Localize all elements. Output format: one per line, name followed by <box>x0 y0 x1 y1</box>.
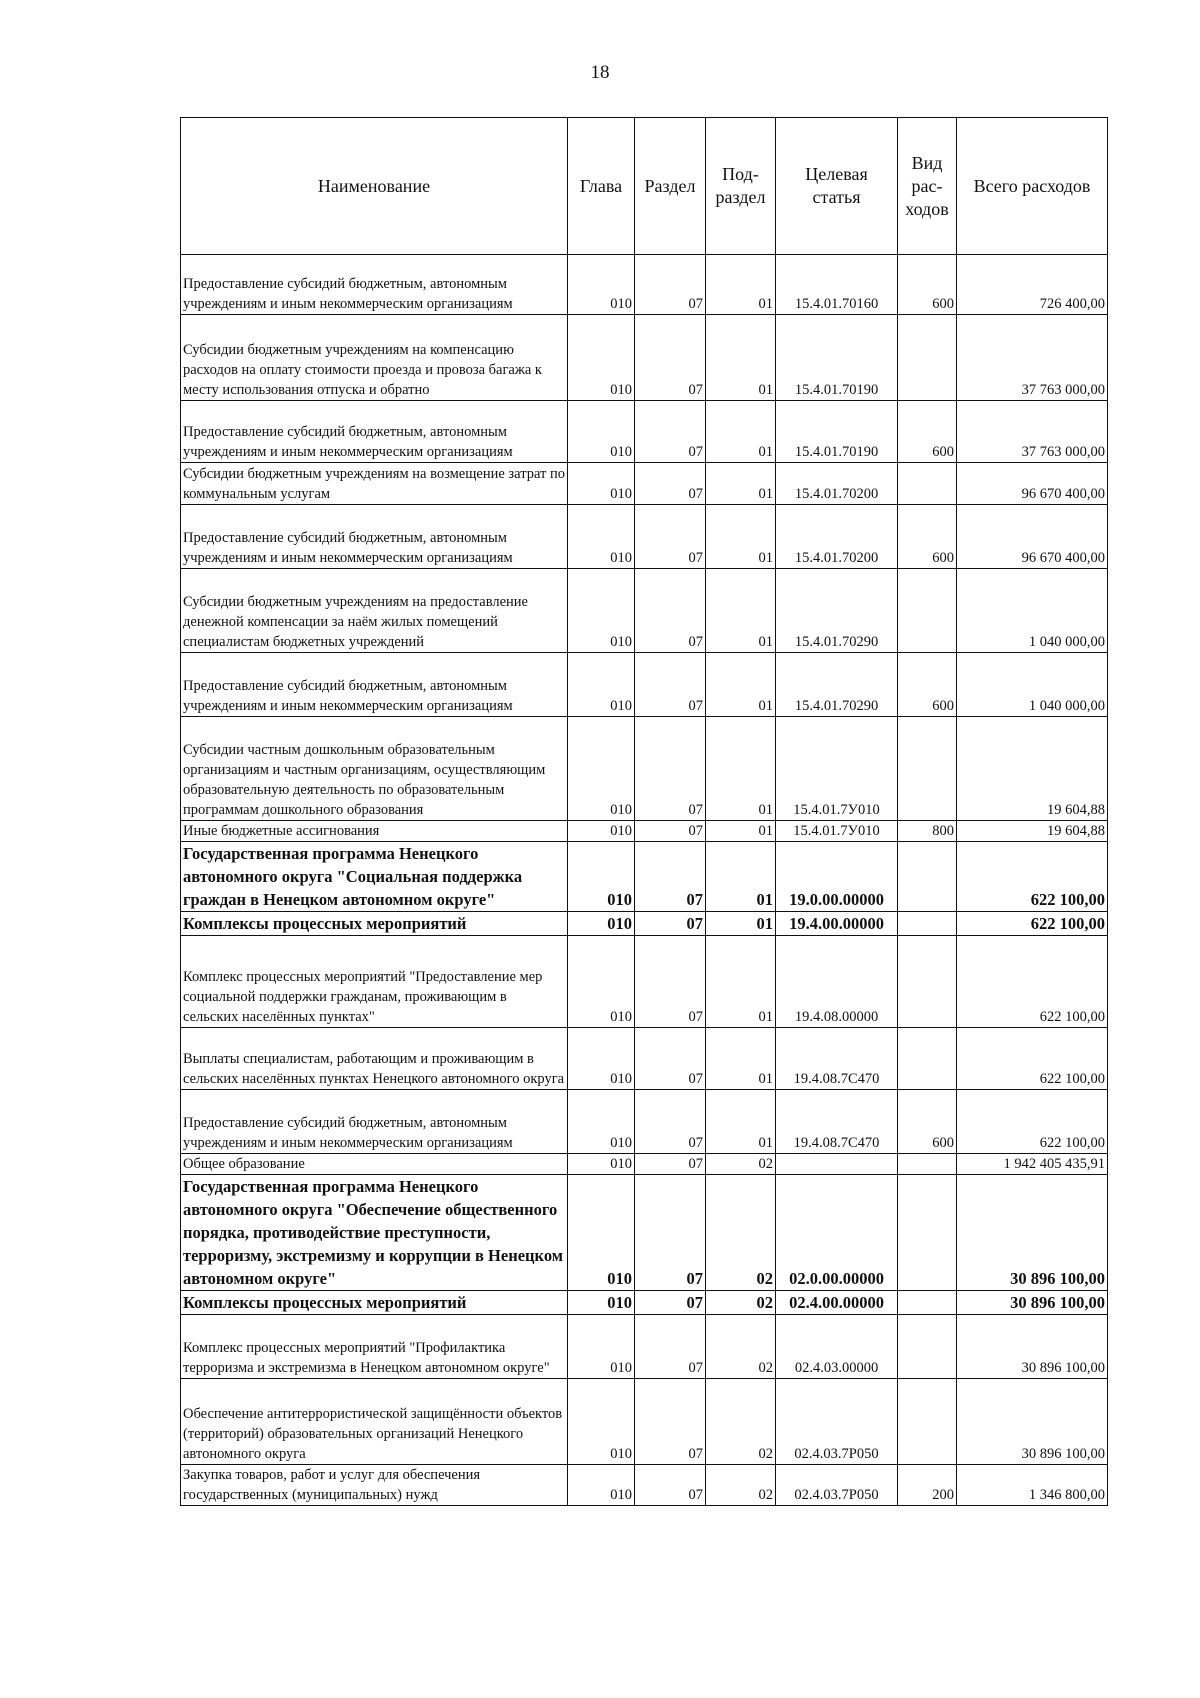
cell-name: Предоставление субсидий бюджетным, автономным учреждениям и иным некоммерческим организациям <box>181 1090 568 1154</box>
cell-subsection: 01 <box>706 717 776 821</box>
cell-chapter: 010 <box>568 569 635 653</box>
cell-target: 02.4.03.00000 <box>776 1315 898 1379</box>
cell-target: 19.4.00.00000 <box>776 912 898 936</box>
cell-exp-type: 600 <box>898 505 957 569</box>
cell-chapter: 010 <box>568 1291 635 1315</box>
cell-section: 07 <box>635 653 706 717</box>
cell-section: 07 <box>635 401 706 463</box>
cell-total: 96 670 400,00 <box>957 505 1108 569</box>
table-row <box>181 1154 1108 1175</box>
cell-total: 30 896 100,00 <box>957 1291 1108 1315</box>
cell-chapter: 010 <box>568 936 635 1028</box>
cell-name: Государственная программа Ненецкого автономного округа "Обеспечение общественного порядка, противодействие преступности, терроризму, экстремизму и коррупции в Ненецком автономном округе" <box>181 1175 568 1291</box>
cell-total: 622 100,00 <box>957 842 1108 912</box>
cell-name: Закупка товаров, работ и услуг для обеспечения государственных (муниципальных) нужд <box>181 1465 568 1506</box>
table-row <box>181 1175 1108 1291</box>
cell-exp-type <box>898 463 957 505</box>
cell-total: 30 896 100,00 <box>957 1315 1108 1379</box>
cell-chapter: 010 <box>568 842 635 912</box>
table-row <box>181 401 1108 463</box>
cell-subsection: 01 <box>706 1090 776 1154</box>
header-exp-type: Вид рас- ходов <box>898 118 957 255</box>
cell-exp-type: 600 <box>898 653 957 717</box>
cell-total: 1 040 000,00 <box>957 569 1108 653</box>
table-row <box>181 842 1108 912</box>
cell-subsection: 02 <box>706 1379 776 1465</box>
cell-subsection: 01 <box>706 569 776 653</box>
cell-section: 07 <box>635 1291 706 1315</box>
cell-name: Комплексы процессных мероприятий <box>181 1291 568 1315</box>
cell-target: 02.4.03.7Р050 <box>776 1379 898 1465</box>
cell-section: 07 <box>635 821 706 842</box>
cell-subsection: 01 <box>706 401 776 463</box>
cell-target: 02.4.00.00000 <box>776 1291 898 1315</box>
table-row <box>181 569 1108 653</box>
table-row <box>181 1465 1108 1506</box>
cell-subsection: 02 <box>706 1315 776 1379</box>
cell-target: 15.4.01.70190 <box>776 315 898 401</box>
table-row <box>181 653 1108 717</box>
table-row <box>181 821 1108 842</box>
cell-name: Комплексы процессных мероприятий <box>181 912 568 936</box>
cell-name: Предоставление субсидий бюджетным, автономным учреждениям и иным некоммерческим организациям <box>181 255 568 315</box>
cell-section: 07 <box>635 1465 706 1506</box>
header-name: Наименование <box>181 118 568 255</box>
cell-exp-type <box>898 912 957 936</box>
cell-chapter: 010 <box>568 717 635 821</box>
cell-target: 15.4.01.70290 <box>776 569 898 653</box>
header-chapter: Глава <box>568 118 635 255</box>
header-target: Целевая статья <box>776 118 898 255</box>
cell-target <box>776 1154 898 1175</box>
cell-total: 1 040 000,00 <box>957 653 1108 717</box>
cell-name: Предоставление субсидий бюджетным, автономным учреждениям и иным некоммерческим организациям <box>181 401 568 463</box>
cell-chapter: 010 <box>568 505 635 569</box>
cell-exp-type: 600 <box>898 1090 957 1154</box>
header-total: Всего расходов <box>957 118 1108 255</box>
cell-target: 15.4.01.70190 <box>776 401 898 463</box>
cell-subsection: 01 <box>706 912 776 936</box>
cell-total: 1 346 800,00 <box>957 1465 1108 1506</box>
cell-chapter: 010 <box>568 821 635 842</box>
cell-subsection: 02 <box>706 1154 776 1175</box>
cell-target: 19.0.00.00000 <box>776 842 898 912</box>
cell-subsection: 01 <box>706 653 776 717</box>
cell-exp-type <box>898 1379 957 1465</box>
cell-target: 19.4.08.7С470 <box>776 1028 898 1090</box>
cell-chapter: 010 <box>568 315 635 401</box>
cell-name: Государственная программа Ненецкого автономного округа "Социальная поддержка граждан в Ненецком автономном округе" <box>181 842 568 912</box>
table-row <box>181 1028 1108 1090</box>
cell-total: 30 896 100,00 <box>957 1175 1108 1291</box>
cell-section: 07 <box>635 1154 706 1175</box>
cell-total: 19 604,88 <box>957 821 1108 842</box>
cell-name: Выплаты специалистам, работающим и проживающим в сельских населённых пунктах Ненецкого автономного округа <box>181 1028 568 1090</box>
cell-chapter: 010 <box>568 1315 635 1379</box>
cell-section: 07 <box>635 912 706 936</box>
cell-section: 07 <box>635 1315 706 1379</box>
cell-subsection: 02 <box>706 1465 776 1506</box>
cell-exp-type: 800 <box>898 821 957 842</box>
cell-chapter: 010 <box>568 1028 635 1090</box>
cell-section: 07 <box>635 569 706 653</box>
table-header-row <box>181 118 1108 255</box>
cell-section: 07 <box>635 463 706 505</box>
cell-exp-type <box>898 315 957 401</box>
cell-total: 37 763 000,00 <box>957 315 1108 401</box>
table-row <box>181 912 1108 936</box>
cell-target: 15.4.01.7У010 <box>776 717 898 821</box>
cell-target: 15.4.01.70160 <box>776 255 898 315</box>
table-row <box>181 936 1108 1028</box>
cell-name: Субсидии бюджетным учреждениям на компенсацию расходов на оплату стоимости проезда и провоза багажа к месту использования отпуска и обратно <box>181 315 568 401</box>
cell-section: 07 <box>635 1090 706 1154</box>
page-number: 18 <box>590 62 610 83</box>
cell-exp-type <box>898 1028 957 1090</box>
cell-chapter: 010 <box>568 653 635 717</box>
cell-subsection: 01 <box>706 1028 776 1090</box>
cell-name: Субсидии частным дошкольным образовательным организациям и частным организациям, осуществляющим образовательную деятельность по образовательным программам дошкольного образования <box>181 717 568 821</box>
cell-exp-type: 200 <box>898 1465 957 1506</box>
cell-total: 1 942 405 435,91 <box>957 1154 1108 1175</box>
header-subsection: Под- раздел <box>706 118 776 255</box>
cell-section: 07 <box>635 1028 706 1090</box>
cell-section: 07 <box>635 1379 706 1465</box>
cell-total: 622 100,00 <box>957 912 1108 936</box>
cell-total: 726 400,00 <box>957 255 1108 315</box>
cell-target: 02.0.00.00000 <box>776 1175 898 1291</box>
cell-exp-type <box>898 842 957 912</box>
cell-total: 30 896 100,00 <box>957 1379 1108 1465</box>
cell-name: Обеспечение антитеррористической защищённости объектов (территорий) образовательных организаций Ненецкого автономного округа <box>181 1379 568 1465</box>
cell-chapter: 010 <box>568 912 635 936</box>
cell-subsection: 02 <box>706 1291 776 1315</box>
cell-total: 19 604,88 <box>957 717 1108 821</box>
cell-chapter: 010 <box>568 255 635 315</box>
cell-subsection: 01 <box>706 463 776 505</box>
cell-section: 07 <box>635 505 706 569</box>
cell-target: 02.4.03.7Р050 <box>776 1465 898 1506</box>
cell-target: 19.4.08.00000 <box>776 936 898 1028</box>
table-row <box>181 1315 1108 1379</box>
cell-name: Предоставление субсидий бюджетным, автономным учреждениям и иным некоммерческим организациям <box>181 505 568 569</box>
cell-section: 07 <box>635 315 706 401</box>
cell-exp-type <box>898 1175 957 1291</box>
cell-chapter: 010 <box>568 1379 635 1465</box>
cell-total: 96 670 400,00 <box>957 463 1108 505</box>
cell-name: Субсидии бюджетным учреждениям на возмещение затрат по коммунальным услугам <box>181 463 568 505</box>
cell-total: 622 100,00 <box>957 1090 1108 1154</box>
cell-name: Предоставление субсидий бюджетным, автономным учреждениям и иным некоммерческим организациям <box>181 653 568 717</box>
table-row <box>181 315 1108 401</box>
cell-name: Субсидии бюджетным учреждениям на предоставление денежной компенсации за наём жилых помещений специалистам бюджетных учреждений <box>181 569 568 653</box>
cell-target: 19.4.08.7С470 <box>776 1090 898 1154</box>
cell-subsection: 01 <box>706 255 776 315</box>
table-row <box>181 1291 1108 1315</box>
cell-name: Общее образование <box>181 1154 568 1175</box>
cell-exp-type: 600 <box>898 255 957 315</box>
table-row <box>181 1090 1108 1154</box>
cell-section: 07 <box>635 717 706 821</box>
cell-subsection: 01 <box>706 821 776 842</box>
cell-section: 07 <box>635 842 706 912</box>
cell-chapter: 010 <box>568 1090 635 1154</box>
table-row <box>181 1379 1108 1465</box>
cell-exp-type <box>898 1154 957 1175</box>
cell-subsection: 01 <box>706 315 776 401</box>
cell-chapter: 010 <box>568 1154 635 1175</box>
table-row <box>181 463 1108 505</box>
cell-exp-type: 600 <box>898 401 957 463</box>
cell-section: 07 <box>635 1175 706 1291</box>
cell-total: 37 763 000,00 <box>957 401 1108 463</box>
cell-total: 622 100,00 <box>957 936 1108 1028</box>
cell-name: Иные бюджетные ассигнования <box>181 821 568 842</box>
table-row <box>181 505 1108 569</box>
cell-section: 07 <box>635 255 706 315</box>
table-row <box>181 255 1108 315</box>
cell-subsection: 01 <box>706 936 776 1028</box>
cell-chapter: 010 <box>568 463 635 505</box>
cell-name: Комплекс процессных мероприятий "Профилактика терроризма и экстремизма в Ненецком автономном округе" <box>181 1315 568 1379</box>
cell-exp-type <box>898 717 957 821</box>
cell-exp-type <box>898 936 957 1028</box>
cell-section: 07 <box>635 936 706 1028</box>
cell-subsection: 01 <box>706 842 776 912</box>
cell-chapter: 010 <box>568 401 635 463</box>
cell-subsection: 02 <box>706 1175 776 1291</box>
cell-chapter: 010 <box>568 1465 635 1506</box>
cell-exp-type <box>898 1315 957 1379</box>
header-section: Раздел <box>635 118 706 255</box>
cell-target: 15.4.01.7У010 <box>776 821 898 842</box>
budget-table <box>180 117 1108 1506</box>
cell-target: 15.4.01.70200 <box>776 463 898 505</box>
table-row <box>181 717 1108 821</box>
cell-total: 622 100,00 <box>957 1028 1108 1090</box>
cell-chapter: 010 <box>568 1175 635 1291</box>
cell-exp-type <box>898 569 957 653</box>
cell-target: 15.4.01.70290 <box>776 653 898 717</box>
cell-name: Комплекс процессных мероприятий "Предоставление мер социальной поддержки гражданам, проживающим в сельских населённых пунктах" <box>181 936 568 1028</box>
cell-exp-type <box>898 1291 957 1315</box>
cell-target: 15.4.01.70200 <box>776 505 898 569</box>
cell-subsection: 01 <box>706 505 776 569</box>
